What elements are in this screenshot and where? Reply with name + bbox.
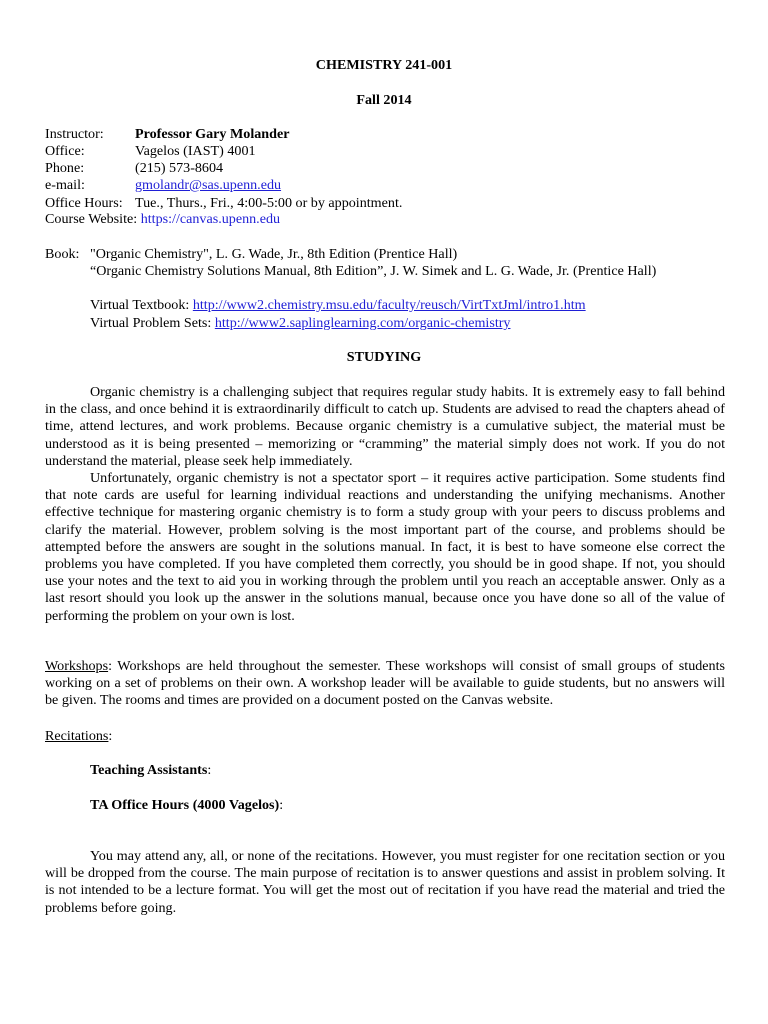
office-label: Office: (45, 143, 85, 159)
textbook-entry: "Organic Chemistry", L. G. Wade, Jr., 8th Edition (Prentice Hall) (90, 246, 458, 262)
course-website-line (45, 211, 280, 228)
recitations-colon: : (108, 728, 113, 744)
workshops-text: : Workshops are held throughout the semester. These workshops will consist of small groups of students working on a set of problems on their own. A workshop leader will be available to guide students, but no answers will be given. The rooms and times are provided on a document posted on the Canvas website. (45, 658, 725, 709)
ta-office-hours-line (90, 797, 283, 814)
office-hours-label: Office Hours: (45, 195, 123, 211)
ta-office-hours-colon: : (279, 797, 284, 813)
phone-label: Phone: (45, 160, 85, 176)
course-title: CHEMISTRY 241-001 (315, 57, 453, 73)
recitations-label: Recitations (45, 728, 109, 744)
virtual-textbook-line (90, 297, 586, 314)
workshops-paragraph (45, 658, 725, 710)
course-website-label: Course Website: (45, 211, 138, 227)
studying-heading: STUDYING (346, 349, 422, 365)
recitations-heading (45, 728, 112, 745)
office-hours-value: Tue., Thurs., Fri., 4:00-5:00 or by appointment. (135, 195, 403, 211)
teaching-assistants-label: Teaching Assistants (90, 762, 208, 778)
instructor-label: Instructor: (45, 126, 104, 142)
virtual-textbook-label: Virtual Textbook: (90, 297, 190, 313)
recitations-paragraph: You may attend any, all, or none of the recitations. However, you must register for one recitation section or you will be dropped from the course. The main purpose of recitation is to answer questions and assist in problem solving. It is not intended to be a lecture format. You will get the most out of recitation if you have read the material and tried the problems before going. (45, 848, 725, 916)
ta-office-hours-label: TA Office Hours (4000 Vagelos) (90, 797, 280, 813)
email-link[interactable]: gmolandr@sas.upenn.edu (135, 177, 282, 193)
virtual-textbook-link[interactable]: http://www2.chemistry.msu.edu/faculty/reusch/VirtTxtJml/intro1.htm (192, 297, 586, 313)
virtual-problems-line (90, 315, 510, 332)
teaching-assistants-colon: : (207, 762, 212, 778)
virtual-problems-label: Virtual Problem Sets: (90, 315, 212, 331)
teaching-assistants-line (90, 762, 211, 779)
phone-value: (215) 573-8604 (135, 160, 224, 176)
solutions-manual-entry: “Organic Chemistry Solutions Manual, 8th Edition”, J. W. Simek and L. G. Wade, Jr. (Prentice Hall) (90, 263, 657, 279)
studying-paragraph-1: Organic chemistry is a challenging subject that requires regular study habits. It is extremely easy to fall behind in the class, and once behind it is extraordinarily difficult to catch up. Students are advised to read the chapters ahead of time, attend lectures, and work problems. Because organic chemistry is a cumulative subject, the material must be understood as it is being presented – memorizing or “cramming” the material simply does not work. If you do not understand the material, please seek help immediately. (45, 384, 725, 469)
book-label: Book: (45, 246, 80, 262)
office-value: Vagelos (IAST) 4001 (135, 143, 256, 159)
instructor-name: Professor Gary Molander (135, 126, 290, 142)
workshops-label: Workshops (45, 658, 109, 674)
virtual-problems-link[interactable]: http://www2.saplinglearning.com/organic-chemistry (214, 315, 511, 331)
course-website-link[interactable]: https://canvas.upenn.edu (140, 211, 281, 227)
email-label: e-mail: (45, 177, 85, 193)
studying-paragraph-2: Unfortunately, organic chemistry is not a spectator sport – it requires active participation. Some students find that note cards are useful for learning individual reactions and understanding the unifying mechanisms. Another effective technique for mastering organic chemistry is to form a study group with your peers to discuss problems and clarify the material. However, problem solving is the most important part of the course, and problems should be attempted before the answers are sought in the solutions manual. In fact, it is best to have someone else correct the problems you have completed. If you have completed them correctly, you should be in good shape. If not, you should use your notes and the text to aid you in working through the problem until you reach an acceptable answer. Only as a last resort should you look up the answer in the solutions manual, because once you have done so all of the value of performing the problem on your own is lost. (45, 470, 725, 624)
course-term: Fall 2014 (356, 92, 412, 108)
